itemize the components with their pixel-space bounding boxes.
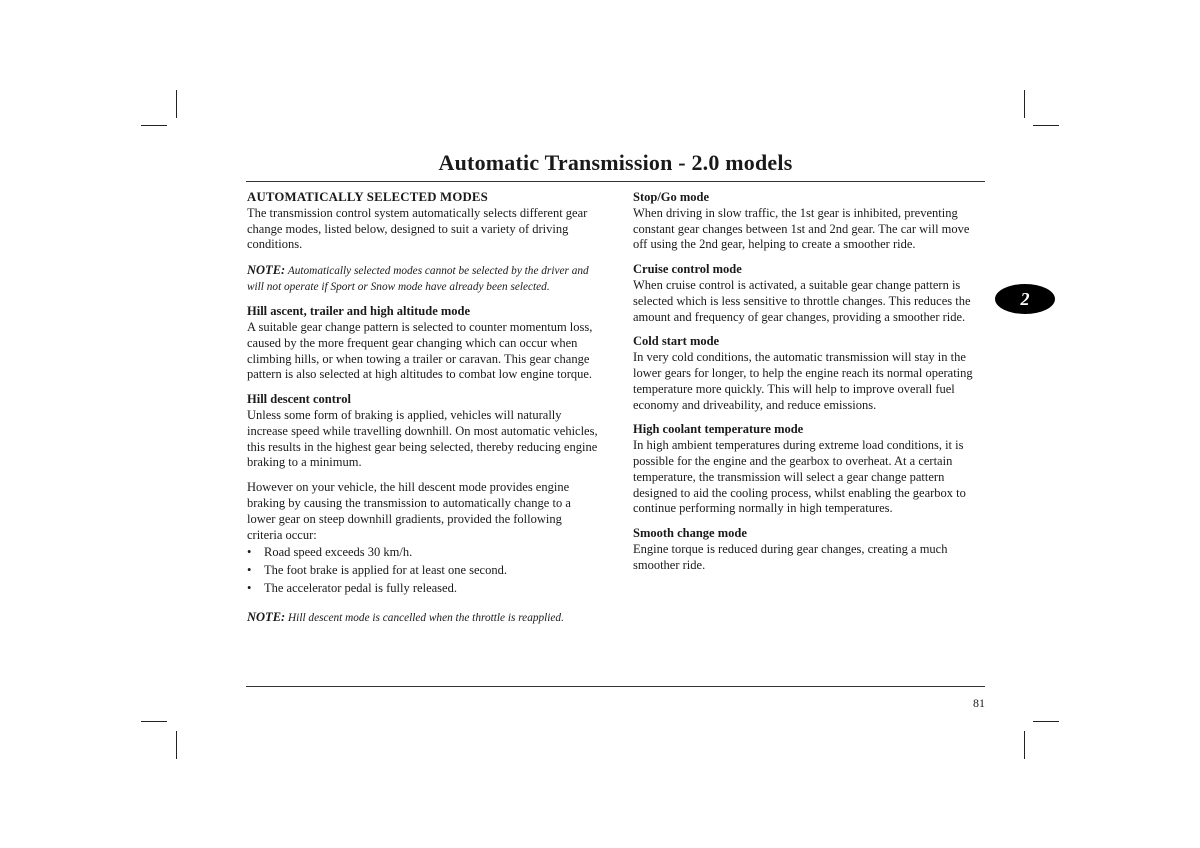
hill-descent-paragraph-1: Unless some form of braking is applied, vehicles will naturally increase speed while travelling downhill. On most automatic vehicles, this results in the highest gear being selected, thereby reducing engine braking to a minimum.: [247, 407, 598, 470]
hill-descent-paragraph-2: However on your vehicle, the hill descent mode provides engine braking by causing the transmission to automatically change to a lower gear on steep downhill gradients, provided the following criteria occur:: [247, 480, 571, 542]
hill-ascent-section: [247, 304, 599, 383]
note-text: Hill descent mode is cancelled when the throttle is reapplied.: [285, 611, 564, 624]
coolant-heading: High coolant temperature mode: [633, 422, 804, 437]
hill-descent-heading: Hill descent control: [247, 392, 351, 407]
crop-mark: [1024, 731, 1025, 759]
criteria-list: [247, 545, 599, 596]
coolant-paragraph: In high ambient temperatures during extreme load conditions, it is possible for the engine and the gearbox to overheat. At a certain temperature, the transmission will select a gear change pattern designed to aid the cooling process, whilst enabling the gearbox to continue performing normally in high temperatures.: [633, 438, 966, 516]
list-item-text: Road speed exceeds 30 km/h.: [264, 545, 413, 560]
cold-start-section: [633, 334, 985, 413]
note-label: NOTE:: [247, 609, 286, 624]
crop-mark: [176, 90, 177, 118]
cold-start-heading: Cold start mode: [633, 334, 720, 349]
list-item: [247, 581, 599, 597]
smooth-change-section: [633, 526, 985, 573]
bullet-icon: •: [247, 580, 252, 595]
title-rule: [246, 181, 985, 182]
cruise-heading: Cruise control mode: [633, 262, 742, 277]
bullet-icon: •: [247, 563, 252, 578]
stopgo-section: [633, 190, 985, 253]
note-hill-descent: [247, 609, 599, 626]
auto-modes-section: [247, 190, 599, 253]
stopgo-heading: Stop/Go mode: [633, 190, 710, 204]
list-item: [247, 545, 599, 561]
cold-start-paragraph: In very cold conditions, the automatic transmission will stay in the lower gears for longer, to help the engine reach its normal operating temperature more quickly. This will help to improve overall fuel economy and driveability, and reduce emissions.: [633, 350, 973, 412]
left-column: [247, 190, 599, 626]
hill-ascent-paragraph: A suitable gear change pattern is selected to counter momentum loss, caused by the more frequent gear changing which can occur when climbing hills, or when towing a trailer or caravan. This gear change pattern is also selected at high altitudes to combat low engine torque.: [247, 319, 593, 382]
right-column: [633, 190, 985, 583]
crop-mark: [176, 731, 177, 759]
page-number: 81: [973, 696, 985, 710]
smooth-change-heading: Smooth change mode: [633, 526, 747, 541]
crop-mark: [141, 125, 167, 126]
crop-mark: [141, 721, 167, 722]
bullet-icon: •: [247, 545, 252, 560]
hill-descent-section: [247, 392, 599, 471]
hill-ascent-heading: Hill ascent, trailer and high altitude mode: [247, 304, 471, 319]
crop-mark: [1024, 90, 1025, 118]
section-heading: AUTOMATICALLY SELECTED MODES: [247, 190, 488, 204]
note-label: NOTE:: [247, 263, 286, 278]
chapter-tab: 2: [995, 284, 1055, 314]
list-item: [247, 563, 599, 579]
stopgo-paragraph: When driving in slow traffic, the 1st gear is inhibited, preventing constant gear changes between 1st and 2nd gear. The car will move off using the 2nd gear, helping to create a smoother ride.: [633, 205, 970, 252]
cruise-section: [633, 262, 985, 325]
list-item-text: The accelerator pedal is fully released.: [264, 580, 457, 595]
cruise-paragraph: When cruise control is activated, a suitable gear change pattern is selected which is less sensitive to throttle changes. This reduces the amount and frequency of gear changes, providing a smoother ride.: [633, 277, 971, 324]
smooth-change-paragraph: Engine torque is reduced during gear changes, creating a much smoother ride.: [633, 541, 948, 572]
crop-mark: [1033, 125, 1059, 126]
page-title: Automatic Transmission - 2.0 models: [438, 150, 793, 175]
intro-paragraph: The transmission control system automatically selects different gear change modes, listed below, designed to suit a variety of driving conditions.: [247, 205, 588, 252]
crop-mark: [1033, 721, 1059, 722]
footer-rule: [246, 686, 985, 687]
note-text: Automatically selected modes cannot be selected by the driver and will not operate if Sport or Snow mode have already been selected.: [247, 265, 589, 294]
list-item-text: The foot brake is applied for at least one second.: [264, 563, 507, 578]
note-selected-modes: [247, 262, 599, 295]
coolant-section: [633, 422, 985, 517]
